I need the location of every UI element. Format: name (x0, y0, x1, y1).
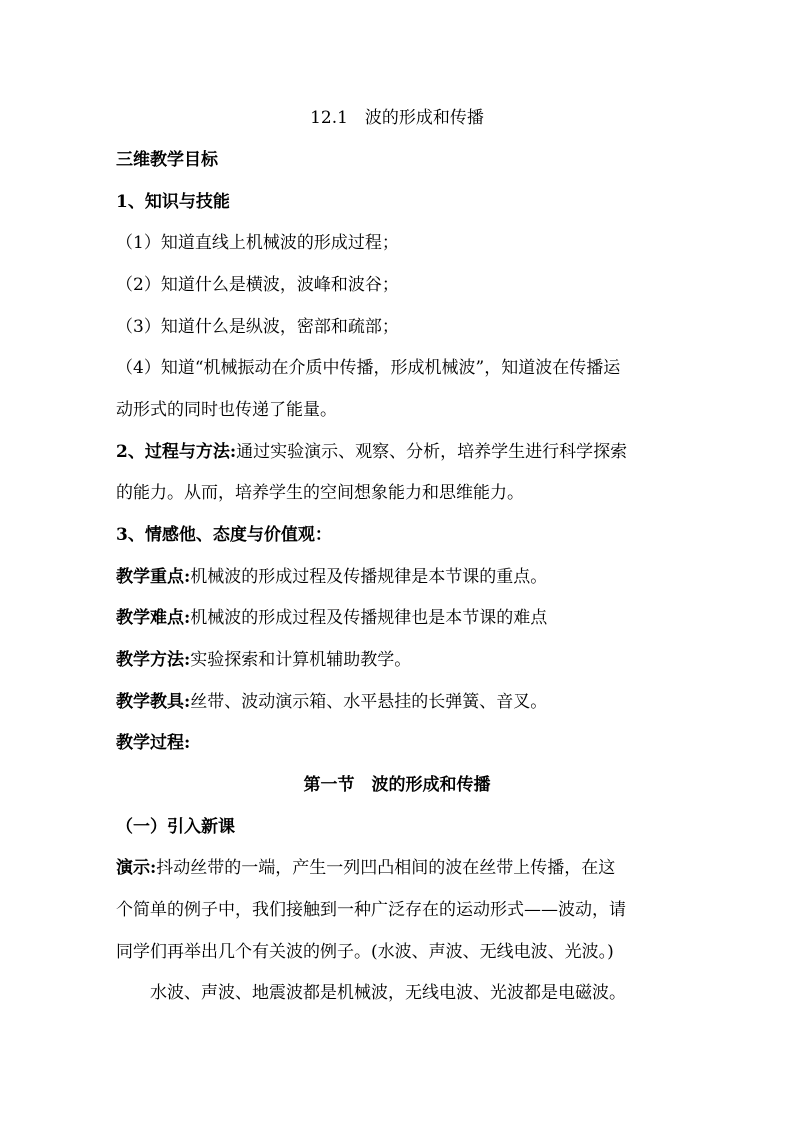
procedure-heading: 教学过程: (116, 733, 191, 753)
demo-line3: 同学们再举出几个有关波的例子。(水波、声波、无线电波、光波。) (116, 942, 614, 962)
key-point-line (116, 565, 696, 589)
knowledge-item-3: （3）知道什么是纵波，密部和疏部； (116, 317, 399, 337)
emotion-heading: 3、情感他、态度与价值观： (116, 525, 332, 545)
difficulty-label: 教学难点: (116, 608, 191, 628)
demo-line2: 个简单的例子中，我们接触到一种广泛存在的运动形式——波动，请 (116, 900, 626, 920)
intro-heading: （一）引入新课 (116, 817, 235, 837)
method-text: 实验探索和计算机辅助教学。 (190, 650, 412, 670)
demo-line1 (116, 856, 696, 880)
demo-text-1: 抖动丝带的一端，产生一列凹凸相间的波在丝带上传播，在这 (156, 858, 616, 878)
closing-paragraph: 水波、声波、地震波都是机械波，无线电波、光波都是电磁波。 (150, 983, 626, 1003)
document-title: 12.1 波的形成和传播 (310, 108, 484, 128)
method-line (116, 648, 696, 672)
knowledge-item-4-continued: 动形式的同时也传递了能量。 (116, 400, 337, 420)
tools-text: 丝带、波动演示箱、水平悬挂的长弹簧、音叉。 (190, 692, 548, 712)
objectives-heading: 三维教学目标 (116, 150, 218, 170)
tools-label: 教学教具: (116, 692, 191, 712)
knowledge-item-4: （4）知道“机械振动在介质中传播，形成机械波”，知道波在传播运 (116, 358, 621, 378)
key-point-text: 机械波的形成过程及传播规律是本节课的重点。 (190, 567, 548, 587)
key-point-label: 教学重点: (116, 567, 191, 587)
difficulty-line (116, 606, 696, 630)
knowledge-heading: 1、知识与技能 (116, 192, 230, 212)
process-paragraph-line1 (116, 440, 696, 464)
process-paragraph-line2: 的能力。从而，培养学生的空间想象能力和思维能力。 (116, 483, 524, 503)
knowledge-item-2: （2）知道什么是横波，波峰和波谷； (116, 275, 399, 295)
process-label: 2、过程与方法: (116, 442, 237, 462)
section-title: 第一节 波的形成和传播 (303, 775, 491, 795)
knowledge-item-1: （1）知道直线上机械波的形成过程； (116, 233, 399, 253)
process-text-1: 通过实验演示、观察、分析，培养学生进行科学探索 (236, 442, 628, 462)
tools-line (116, 690, 696, 714)
difficulty-text: 机械波的形成过程及传播规律也是本节课的难点 (190, 608, 548, 628)
demo-label: 演示: (116, 858, 157, 878)
method-label: 教学方法: (116, 650, 191, 670)
